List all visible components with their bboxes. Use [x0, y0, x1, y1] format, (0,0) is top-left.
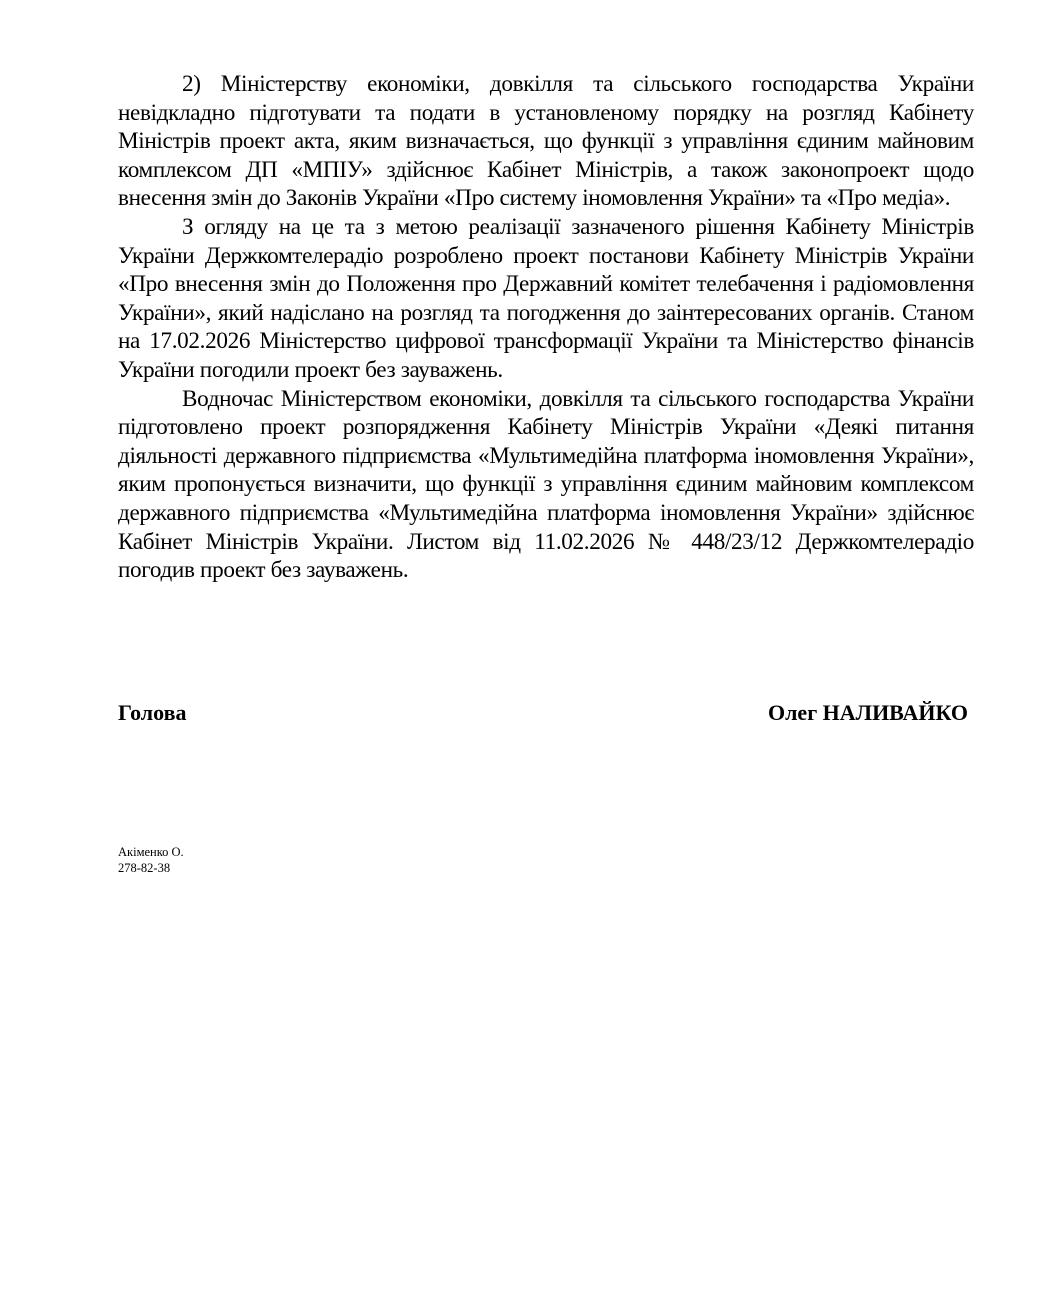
- paragraph-2: З огляду на це та з метою реалізації зазначеного рішення Кабінету Міністрів України Держкомтелерадіо розроблено проект постанови Кабінету Міністрів України «Про внесення змін до Положення про Державний комітет телебачення і радіомовлення України», який надіслано на розгляд та погодження до заінтересованих органів. Станом на 17.02.2026 Міністерство цифрової трансформації України та Міністерство фінансів України погодили проект без зауважень.: [118, 213, 974, 383]
- executor-block: [118, 844, 184, 876]
- executor-name: Акіменко О.: [118, 845, 184, 859]
- signatory-position: Голова: [118, 700, 187, 725]
- paragraph-3: Водночас Міністерством економіки, довкілля та сільського господарства України підготовлено проект розпорядження Кабінету Міністрів України «Деякі питання діяльності державного підприємства «Мультимедійна платформа іномовлення України», яким пропонується визначити, що функції з управління єдиним майновим комплексом державного підприємства «Мультимедійна платформа іномовлення України» здійснює Кабінет Міністрів України. Листом від 11.02.2026 № 448/23/12 Держкомтелерадіо погодив проект без зауважень.: [118, 385, 974, 584]
- signatory-name: Олег НАЛИВАЙКО: [767, 700, 968, 725]
- document-body: [118, 70, 974, 585]
- paragraph-1: 2) Міністерству економіки, довкілля та сільського господарства України невідкладно підготувати та подати в установленому порядку на розгляд Кабінету Міністрів проект акта, яким визначається, що функції з управління єдиним майновим комплексом ДП «МПІУ» здійснює Кабінет Міністрів, а також законопроект щодо внесення змін до Законів України «Про систему іномовлення України» та «Про медіа».: [118, 71, 974, 212]
- executor-phone: 278-82-38: [118, 861, 171, 875]
